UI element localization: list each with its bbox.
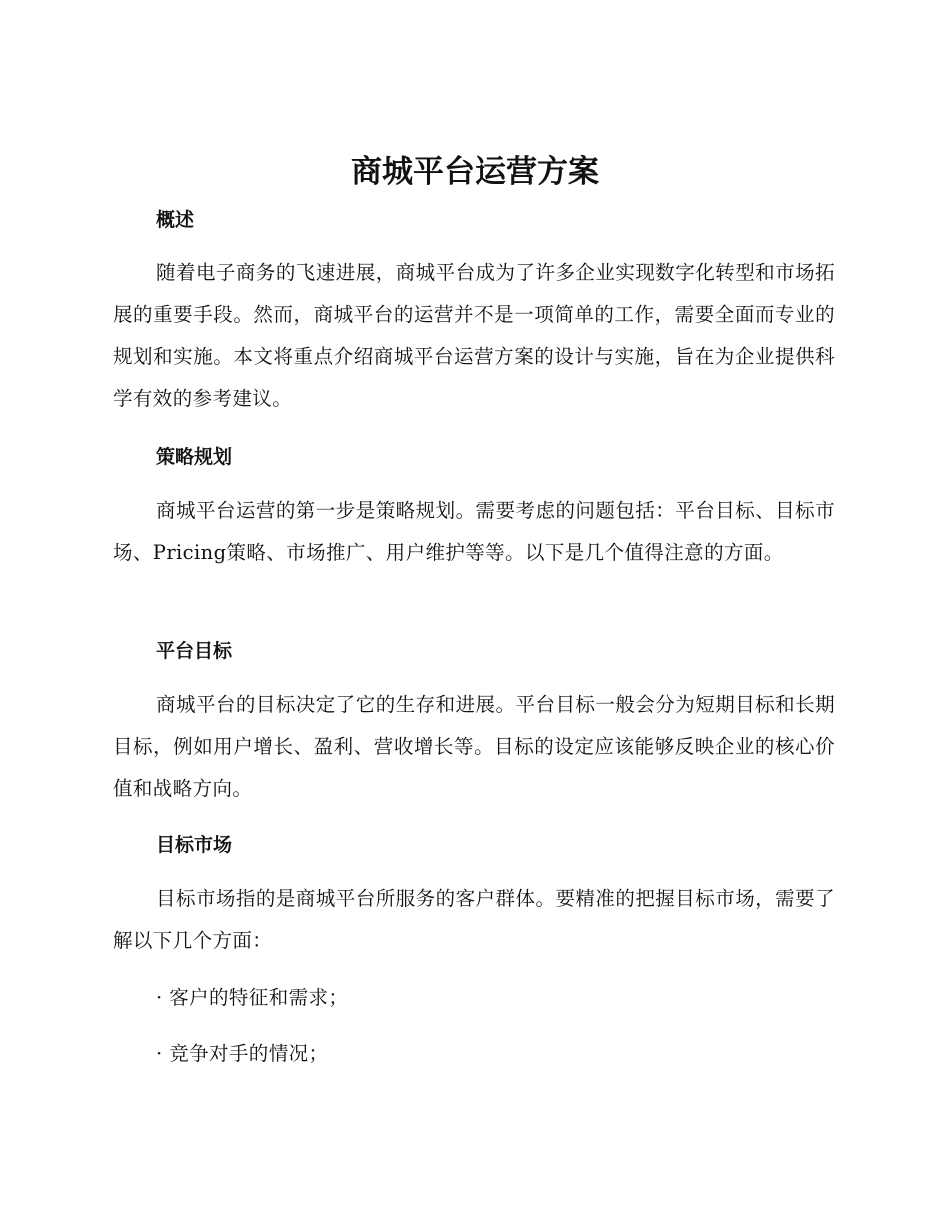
section-heading-platform-goals: 平台目标 — [156, 640, 233, 662]
section-paragraph-strategy: 商城平台运营的第一步是策略规划。需要考虑的问题包括：平台目标、目标市场、Pricing策略、市场推广、用户维护等等。以下是几个值得注意的方面。 — [113, 499, 835, 564]
list-item: · 客户的特征和需求； — [156, 986, 349, 1009]
section-heading-overview: 概述 — [156, 209, 195, 231]
section-paragraph-platform-goals: 商城平台的目标决定了它的生存和进展。平台目标一般会分为短期目标和长期目标，例如用户增长、盈利、营收增长等。目标的设定应该能够反映企业的核心价值和战略方向。 — [113, 693, 835, 800]
section-heading-strategy: 策略规划 — [156, 446, 233, 468]
section-paragraph-overview: 随着电子商务的飞速进展，商城平台成为了许多企业实现数字化转型和市场拓展的重要手段。然而，商城平台的运营并不是一项简单的工作，需要全面而专业的规划和实施。本文将重点介绍商城平台运营方案的设计与实施，旨在为企业提供科学有效的参考建议。 — [113, 261, 835, 410]
list-item: · 竞争对手的情况； — [156, 1042, 329, 1065]
section-paragraph-target-market: 目标市场指的是商城平台所服务的客户群体。要精准的把握目标市场，需要了解以下几个方面： — [113, 887, 835, 952]
section-heading-target-market: 目标市场 — [156, 834, 233, 856]
document-title: 商城平台运营方案 — [351, 154, 599, 190]
